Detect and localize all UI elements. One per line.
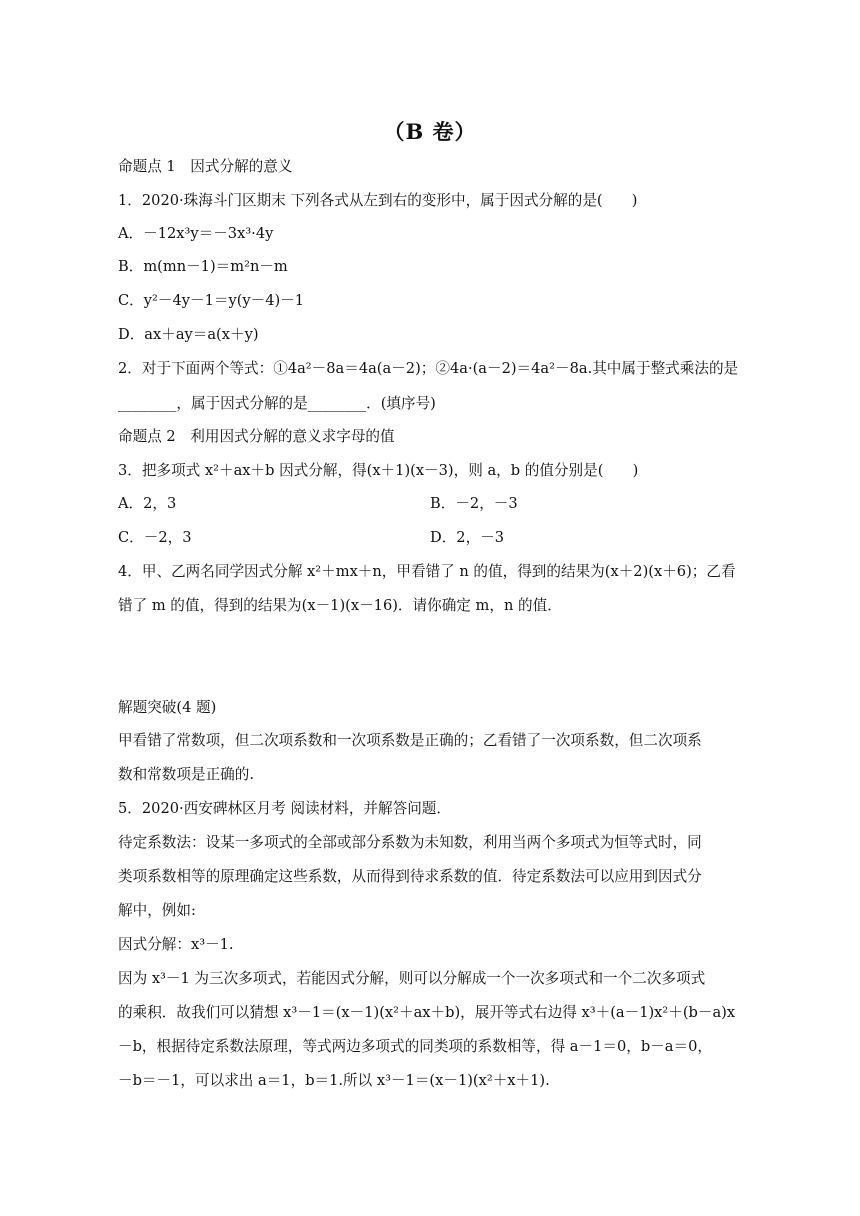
page-title: （B 卷） [383, 119, 477, 144]
question-5-paragraph-7: －b，根据待定系数法原理，等式两边多项式的同类项的系数相等，得 a－1＝0，b－a＝0， [118, 1038, 712, 1055]
question-4-line-2: 错了 m 的值，得到的结果为(x－1)(x－16)．请你确定 m，n 的值． [118, 597, 562, 614]
tips-heading: 解题突破(4 题) [118, 699, 217, 716]
tips-line-1: 甲看错了常数项，但二次项系数和一次项系数是正确的；乙看错了一次项系数，但二次项系 [118, 732, 702, 749]
question-4-line-1: 4．甲、乙两名同学因式分解 x²＋mx＋n，甲看错了 n 的值，得到的结果为(x＋2)(x＋6)；乙看 [118, 563, 736, 580]
question-5-paragraph-5: 因为 x³－1 为三次多项式，若能因式分解，则可以分解成一个一次多项式和一个二次多项式 [118, 970, 706, 987]
topic-1-heading: 命题点 1 因式分解的意义 [118, 158, 293, 175]
question-5-stem: 5．2020·西安碑林区月考 阅读材料，并解答问题． [118, 800, 451, 817]
question-5-paragraph-1: 待定系数法：设某一多项式的全部或部分系数为未知数，利用当两个多项式为恒等式时，同 [118, 834, 702, 851]
question-3-option-c: C．－2，3 [118, 529, 192, 546]
topic-2-heading: 命题点 2 利用因式分解的意义求字母的值 [118, 428, 395, 445]
question-3-option-a: A．2，3 [118, 495, 177, 512]
question-3-stem: 3．把多项式 x²＋ax＋b 因式分解，得(x＋1)(x－3)，则 a，b 的值分别是( ) [118, 462, 639, 479]
question-5-paragraph-8: －b＝－1，可以求出 a＝1，b＝1.所以 x³－1＝(x－1)(x²＋x＋1). [118, 1072, 550, 1089]
question-1-option-c: C．y²－4y－1＝y(y－4)－1 [118, 292, 305, 309]
question-5-paragraph-4: 因式分解：x³－1. [118, 936, 234, 953]
tips-line-2: 数和常数项是正确的. [118, 766, 254, 783]
question-1-stem: 1．2020·珠海斗门区期末 下列各式从左到右的变形中，属于因式分解的是( ) [118, 192, 638, 209]
question-5-paragraph-6: 的乘积．故我们可以猜想 x³－1＝(x－1)(x²＋ax＋b)，展开等式右边得 x³＋(a－1)x²＋(b－a)x [118, 1004, 736, 1021]
question-2-line-2: ________，属于因式分解的是________．(填序号) [118, 395, 436, 412]
question-3-option-d: D．2，－3 [430, 529, 505, 546]
question-1-option-d: D．ax＋ay＝a(x＋y) [118, 326, 259, 343]
question-5-paragraph-3: 解中，例如: [118, 902, 196, 919]
question-5-paragraph-2: 类项系数相等的原理确定这些系数，从而得到待求系数的值．待定系数法可以应用到因式分 [118, 868, 702, 885]
question-2-line-1: 2．对于下面两个等式：①4a²－8a＝4a(a－2)；②4a·(a－2)＝4a²－8a.其中属于整式乘法的是 [118, 360, 739, 377]
question-1-option-b: B．m(mn－1)＝m²n－m [118, 258, 288, 275]
question-3-option-b: B．－2，－3 [430, 495, 518, 512]
question-1-option-a: A．－12x³y＝－3x³·4y [118, 225, 274, 242]
